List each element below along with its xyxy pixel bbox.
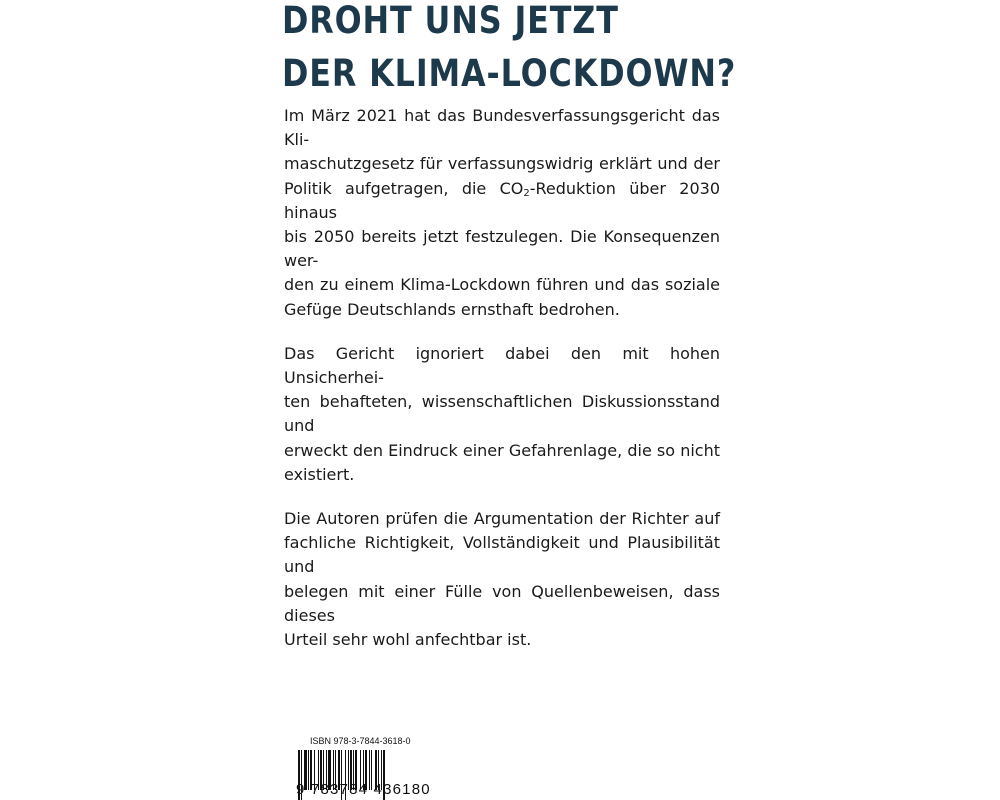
paragraph-1-line: bis 2050 bereits jetzt festzulegen. Die Konsequenzen wer- [284, 227, 720, 271]
paragraph-1-line-co2 [284, 177, 720, 225]
barcode-digits: 9 783784 436180 [296, 781, 431, 798]
isbn-label: ISBN 978-3-7844-3618-0 [310, 736, 411, 746]
paragraph-1-line: maschutzgesetz für verfassungswidrig erklärt und der [284, 154, 720, 174]
paragraph-3 [284, 507, 720, 652]
paragraph-3-line: fachliche Richtigkeit, Vollständigkeit und Plausibilität und [284, 533, 720, 577]
paragraph-3-line: belegen mit einer Fülle von Quellenbeweisen, dass dieses [284, 581, 720, 625]
paragraph-1-line: Gefüge Deutschlands ernsthaft bedrohen. [284, 299, 620, 319]
headline [282, 0, 736, 100]
co2-suffix: -Reduktion über 2030 hinaus [284, 178, 720, 222]
co2-prefix: Politik aufgetragen, die CO [284, 178, 524, 198]
paragraph-2 [284, 342, 720, 487]
paragraph-2-line: Das Gericht ignoriert dabei den mit hohen Unsicherhei- [284, 343, 720, 388]
co2-subscript: 2 [523, 187, 530, 199]
paragraph-2-line: existiert. [284, 464, 355, 484]
paragraph-1 [284, 104, 720, 322]
paragraph-2-line: erweckt den Eindruck einer Gefahrenlage, die so nicht [284, 440, 720, 460]
paragraph-1-line: Im März 2021 hat das Bundesverfassungsgericht das Kli- [284, 106, 720, 150]
paragraph-3-line: Urteil sehr wohl anfechtbar ist. [284, 630, 532, 650]
headline-line-2: DER KLIMA-LOCKDOWN? [282, 52, 737, 95]
headline-line-1: DROHT UNS JETZT [282, 0, 619, 42]
paragraph-2-line: ten behafteten, wissenschaftlichen Diskussionsstand und [284, 392, 720, 436]
blurb [284, 104, 720, 672]
paragraph-1-line: den zu einem Klima-Lockdown führen und das soziale [284, 275, 720, 295]
paragraph-3-line: Die Autoren prüfen die Argumentation der Richter auf [284, 509, 720, 529]
